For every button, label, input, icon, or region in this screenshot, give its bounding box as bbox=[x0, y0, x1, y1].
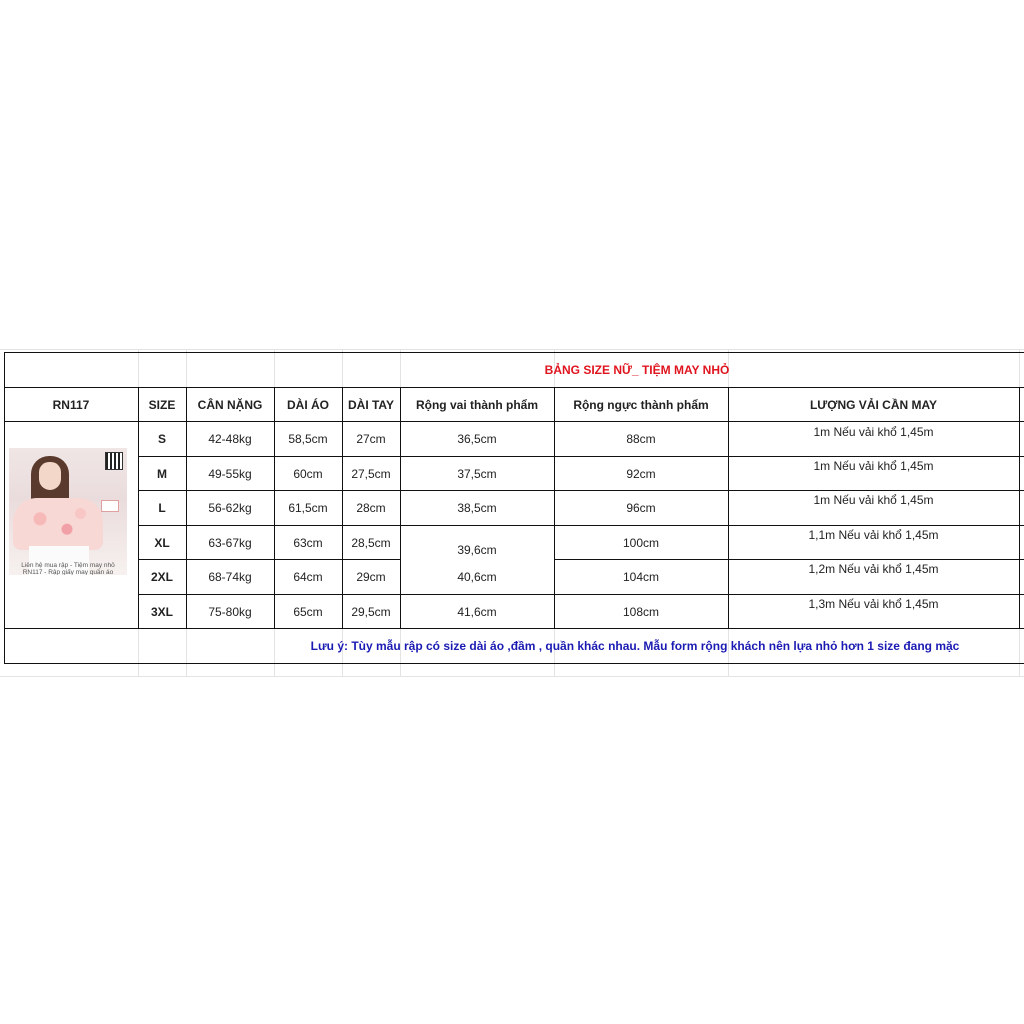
weight-cell: 75-80kg bbox=[208, 604, 252, 619]
weight-cell: 42-48kg bbox=[208, 432, 252, 446]
fabric-cell: 1,1m Nếu vải khổ 1,45m bbox=[808, 528, 939, 542]
qr-code-icon bbox=[105, 452, 123, 470]
product-photo bbox=[9, 448, 127, 575]
shoulder-cell: 36,5cm bbox=[457, 432, 497, 446]
size-cell: 2XL bbox=[150, 570, 173, 584]
weight-cell: 68-74kg bbox=[208, 570, 252, 584]
chest-cell: 100cm bbox=[622, 535, 660, 550]
gridline bbox=[0, 676, 1024, 677]
fabric-cell: 1m Nếu vải khổ 1,45m bbox=[813, 459, 934, 473]
sleeve-cell: 29cm bbox=[356, 570, 386, 584]
sleeve-cell: 28cm bbox=[356, 501, 386, 515]
shoulder-cell: 37,5cm bbox=[457, 466, 497, 481]
shop-logo-icon bbox=[101, 500, 119, 512]
chest-cell: 96cm bbox=[626, 501, 656, 515]
size-cell: XL bbox=[154, 535, 170, 550]
chest-cell: 104cm bbox=[622, 570, 660, 584]
footnote: Lưu ý: Tùy mẫu rập có size dài áo ,đầm , quần khác nhau. Mẫu form rộng khách nên lựa nhỏ hơn 1 size đang mặc bbox=[310, 638, 960, 653]
header-shoulder: Rộng vai thành phẩm bbox=[415, 397, 538, 412]
sleeve-cell: 29,5cm bbox=[351, 604, 391, 619]
weight-cell: 56-62kg bbox=[208, 501, 252, 515]
header-sleeve: DÀI TAY bbox=[347, 397, 394, 412]
size-cell: M bbox=[157, 466, 167, 481]
header-size: SIZE bbox=[148, 397, 176, 412]
length-cell: 61,5cm bbox=[288, 501, 328, 515]
header-weight: CÂN NẶNG bbox=[197, 397, 263, 412]
photo-caption: Liên hệ mua rập - Tiệm may nhỏ bbox=[21, 562, 115, 569]
size-cell: L bbox=[158, 501, 166, 515]
fabric-cell: 1m Nếu vải khổ 1,45m bbox=[813, 493, 934, 507]
length-cell: 58,5cm bbox=[288, 432, 328, 446]
gridline bbox=[0, 349, 1024, 350]
shoulder-cell: 40,6cm bbox=[457, 570, 497, 584]
length-cell: 60cm bbox=[293, 466, 323, 481]
sleeve-cell: 28,5cm bbox=[351, 535, 391, 550]
header-fabric: LƯỢNG VẢI CẦN MAY bbox=[809, 397, 938, 412]
header-chest: Rộng ngực thành phẩm bbox=[573, 397, 709, 412]
length-cell: 63cm bbox=[293, 535, 323, 550]
shoulder-cell: 39,6cm bbox=[457, 543, 497, 557]
weight-cell: 49-55kg bbox=[208, 466, 252, 481]
photo-caption: RN117 - Rập giấy may quần áo bbox=[22, 569, 114, 575]
shoulder-cell: 41,6cm bbox=[457, 604, 497, 619]
fabric-cell: 1,2m Nếu vải khổ 1,45m bbox=[808, 562, 939, 576]
chest-cell: 92cm bbox=[626, 466, 656, 481]
shoulder-cell: 38,5cm bbox=[457, 501, 497, 515]
weight-cell: 63-67kg bbox=[208, 535, 252, 550]
length-cell: 64cm bbox=[293, 570, 323, 584]
sleeve-cell: 27,5cm bbox=[351, 466, 391, 481]
table-title: BẢNG SIZE NỮ_ TIỆM MAY NHỎ bbox=[544, 362, 730, 377]
sleeve-cell: 27cm bbox=[356, 432, 386, 446]
fabric-cell: 1,3m Nếu vải khổ 1,45m bbox=[808, 597, 939, 611]
size-cell: 3XL bbox=[150, 604, 173, 619]
length-cell: 65cm bbox=[293, 604, 323, 619]
fabric-cell: 1m Nếu vải khổ 1,45m bbox=[813, 425, 934, 439]
size-cell: S bbox=[157, 432, 166, 446]
product-code: RN117 bbox=[52, 397, 90, 412]
chest-cell: 108cm bbox=[622, 604, 660, 619]
chest-cell: 88cm bbox=[626, 432, 656, 446]
header-length: DÀI ÁO bbox=[287, 397, 329, 412]
col-border bbox=[1019, 387, 1020, 628]
